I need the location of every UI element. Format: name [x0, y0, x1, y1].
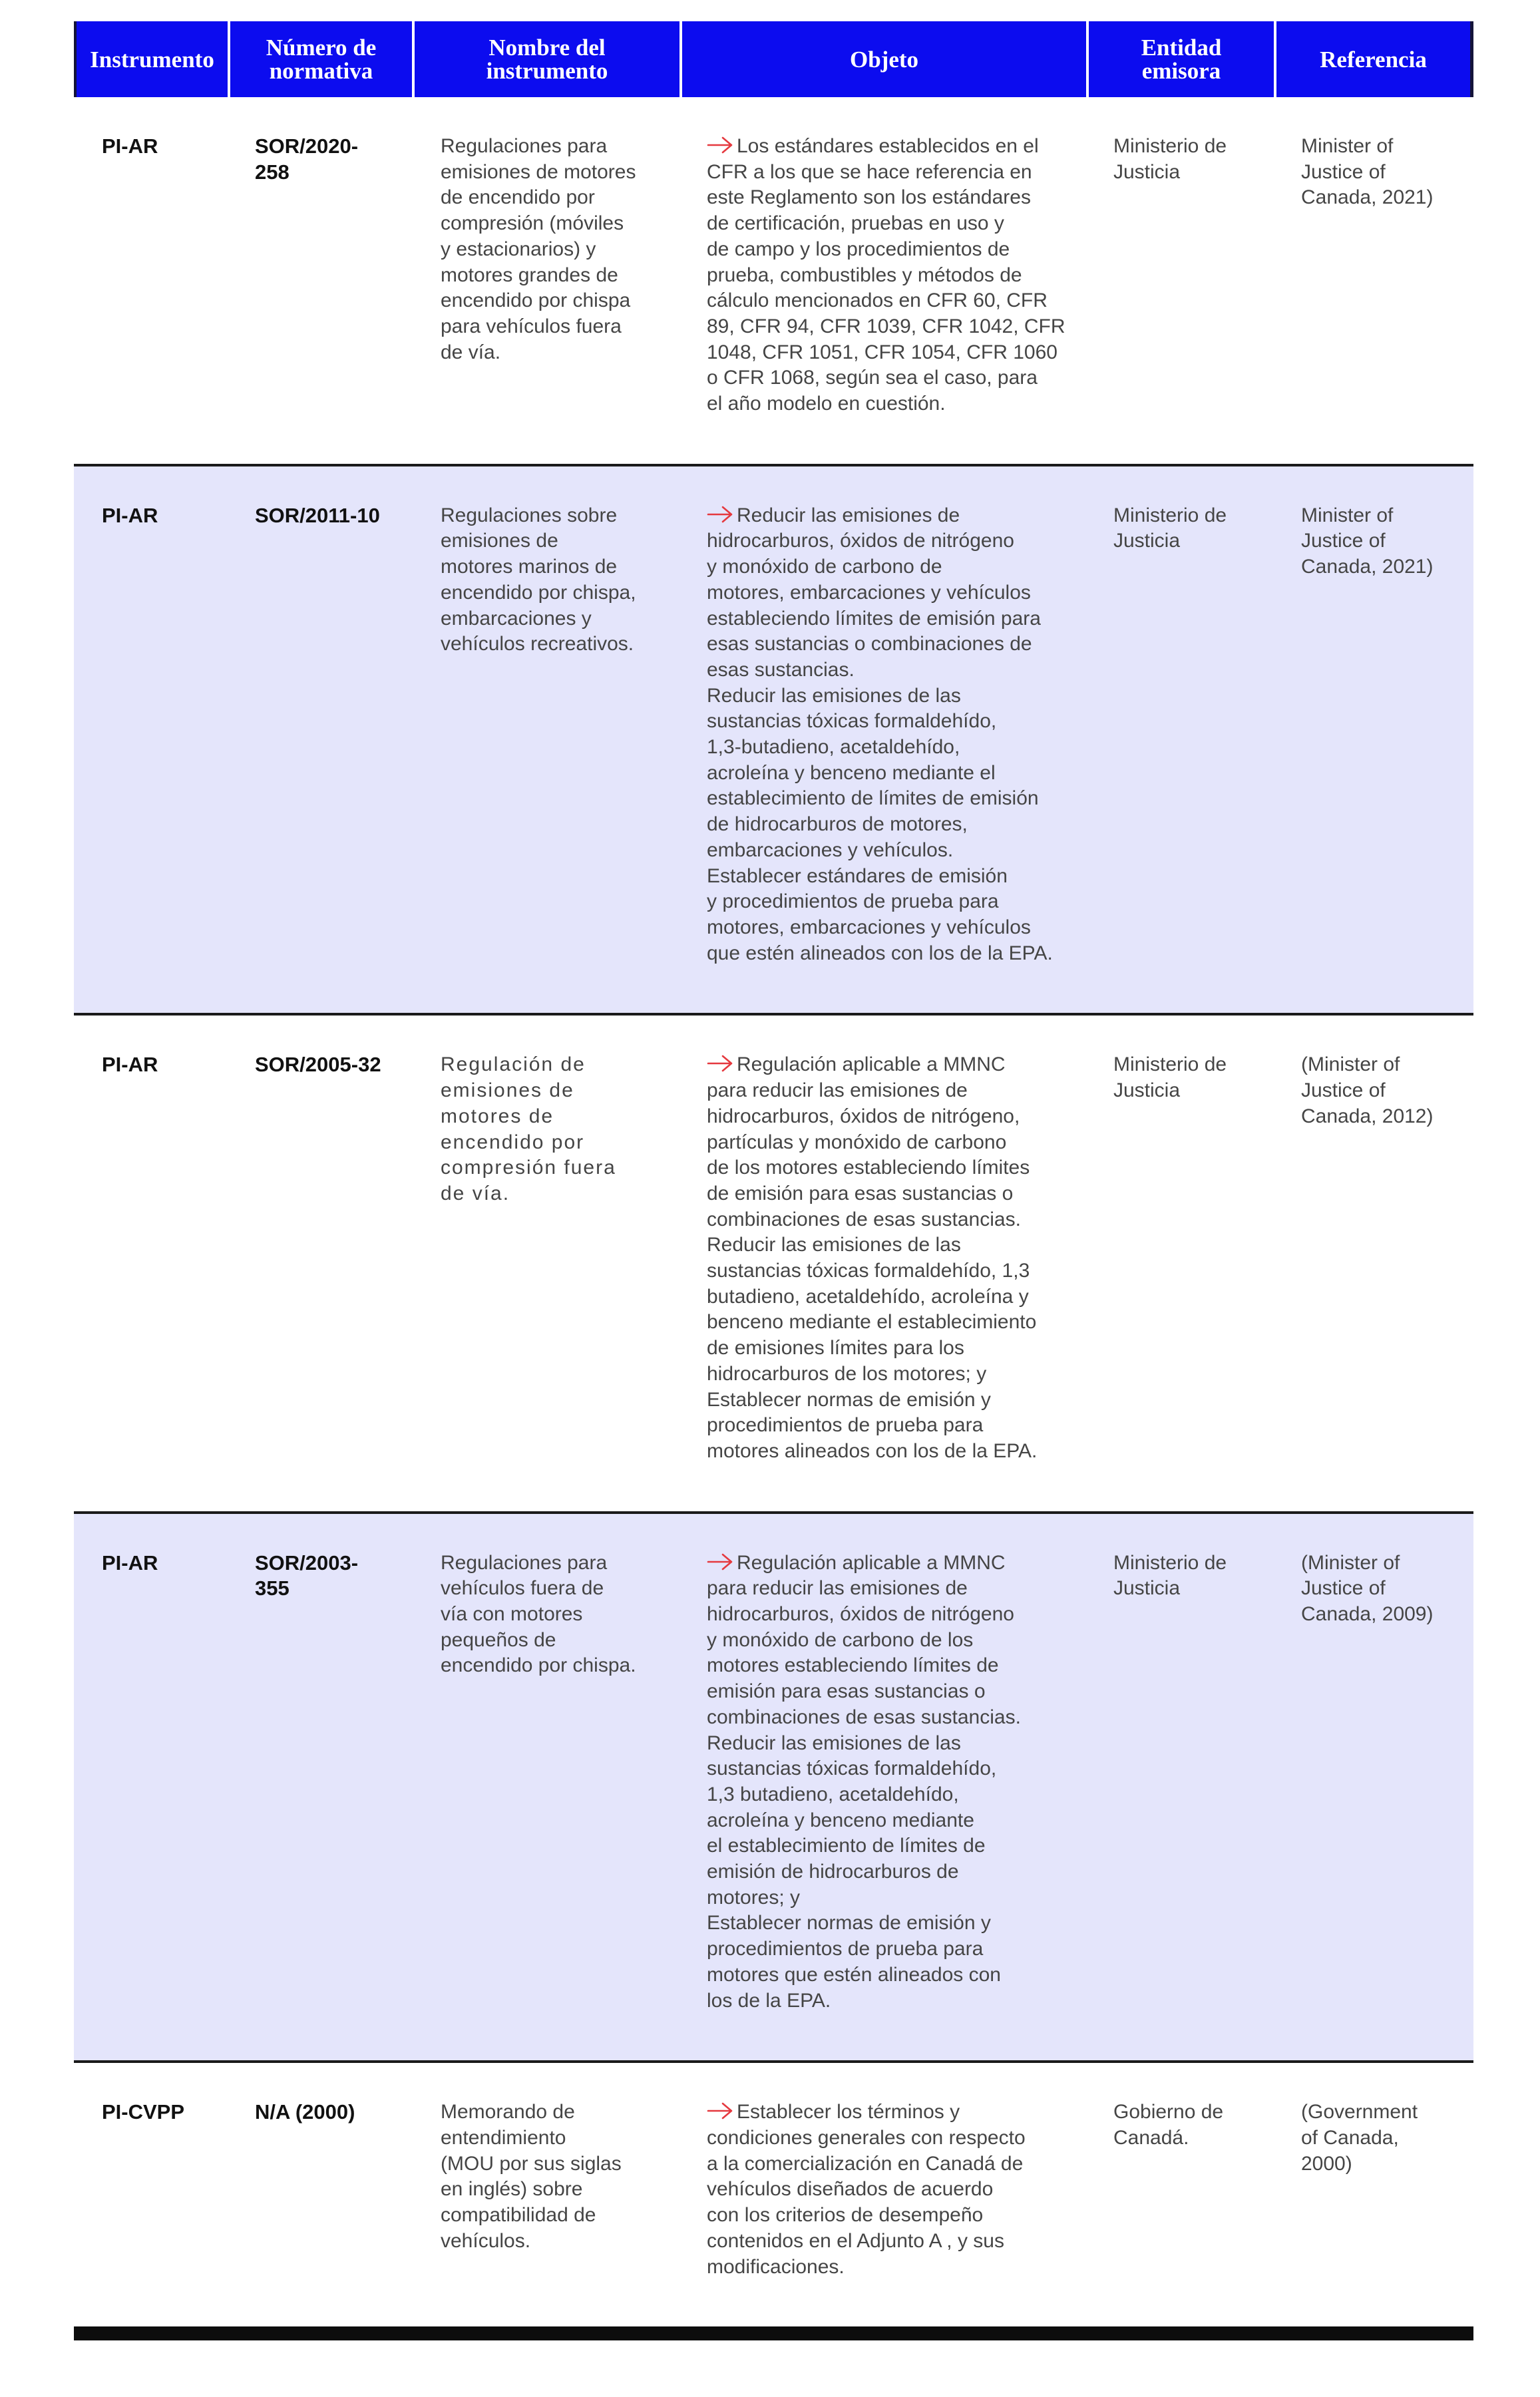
entidad-emisora-cell: Ministerio de Justicia: [1113, 135, 1227, 183]
arrow-right-icon: [707, 505, 733, 524]
objeto-text: Regulación aplicable a MMNC para reducir las emisiones de hidrocarburos, óxidos de nitrógeno y monóxido de carbono de los motores estableciendo límites de emisión para esas sustancias o combinaciones de esas sustancias. Reducir las emisiones de las sustancias tóxicas formaldehído, 1,3 butadieno, acetaldehído, acroleína y benceno mediante el establecimiento de límites de emisión de hidrocarburos de motores; y Establecer normas de emisión y procedimientos de prueba para motores que estén alineados con los de la EPA.: [707, 1551, 1021, 2012]
instrumento-cell: PI-AR: [102, 1053, 158, 1077]
nombre-instrumento-cell: Regulación de emisiones de motores de encendido por compresión fuera de vía.: [441, 1053, 616, 1204]
header-numero-normativa: Número de normativa: [230, 21, 412, 97]
objeto-text: Establecer los términos y condiciones generales con respecto a la comercialización en Canadá de vehículos diseñados de acuerdo con los criterios de desempeño contenidos en el Adjunto A , y sus modificaciones.: [707, 2101, 1026, 2278]
instrumento-cell: PI-CVPP: [102, 2100, 185, 2124]
objeto-cell: [682, 1052, 1086, 1464]
nombre-instrumento-cell: Memorando de entendimiento (MOU por sus siglas en inglés) sobre compatibilidad de vehículos.: [441, 2101, 622, 2252]
nombre-instrumento-cell: Regulaciones para emisiones de motores de encendido por compresión (móviles y estacionarios) y motores grandes de encendido por chispa para vehículos fuera de vía.: [441, 135, 636, 363]
objeto-text: Reducir las emisiones de hidrocarburos, óxidos de nitrógeno y monóxido de carbono de motores, embarcaciones y vehículos estableciendo límites de emisión para esas sustancias o combinaciones de esas sustancias. Reducir las emisiones de las sustancias tóxicas formaldehído, 1,3-butadieno, acetaldehído, acroleína y benceno mediante el establecimiento de límites de emisión de hidrocarburos de motores, embarcaciones y vehículos. Establecer estándares de emisión y procedimientos de prueba para motores, embarcaciones y vehículos que estén alineados con los de la EPA.: [707, 504, 1053, 964]
arrow-right-icon: [707, 2102, 733, 2120]
referencia-cell: Minister of Justice of Canada, 2021): [1301, 504, 1434, 578]
objeto-cell: [682, 503, 1086, 967]
table-bottom-border: [74, 2326, 1473, 2340]
regulations-table: [74, 21, 1473, 2340]
nombre-instrumento-cell: Regulaciones para vehículos fuera de vía con motores pequeños de encendido por chispa.: [441, 1551, 636, 1677]
numero-normativa-cell: SOR/2005-32: [255, 1053, 381, 1077]
entidad-emisora-cell: Ministerio de Justicia: [1113, 504, 1227, 552]
entidad-emisora-cell: Ministerio de Justicia: [1113, 1551, 1227, 1600]
objeto-cell: [682, 2100, 1086, 2280]
table-row: [74, 466, 1473, 1016]
header-nombre-instrumento: Nombre del instrumento: [415, 21, 679, 97]
entidad-emisora-cell: Gobierno de Canadá.: [1113, 2101, 1224, 2149]
numero-normativa-cell: SOR/2011-10: [255, 503, 380, 527]
arrow-right-icon: [707, 1553, 733, 1571]
referencia-cell: (Minister of Justice of Canada, 2012): [1301, 1053, 1434, 1127]
numero-normativa-cell: SOR/2003- 355: [255, 1551, 359, 1600]
table-row: [74, 2063, 1473, 2326]
numero-normativa-cell: N/A (2000): [255, 2100, 355, 2124]
referencia-cell: (Government of Canada, 2000): [1301, 2101, 1418, 2175]
header-instrumento: Instrumento: [74, 21, 228, 97]
header-objeto: Objeto: [682, 21, 1086, 97]
instrumento-cell: PI-AR: [102, 503, 158, 527]
objeto-text: Regulación aplicable a MMNC para reducir las emisiones de hidrocarburos, óxidos de nitrógeno, partículas y monóxido de carbono de los motores estableciendo límites de emisión para esas sustancias o combinaciones de esas sustancias. Reducir las emisiones de las sustancias tóxicas formaldehído, 1,3 butadieno, acetaldehído, acroleína y benceno mediante el establecimiento de emisiones límites para los hidrocarburos de los motores; y Establecer normas de emisión y procedimientos de prueba para motores alineados con los de la EPA.: [707, 1053, 1038, 1462]
instrumento-cell: PI-AR: [102, 1551, 158, 1574]
table-row: [74, 97, 1473, 466]
header-entidad-emisora: Entidad emisora: [1089, 21, 1274, 97]
entidad-emisora-cell: Ministerio de Justicia: [1113, 1053, 1227, 1102]
referencia-cell: Minister of Justice of Canada, 2021): [1301, 135, 1434, 209]
referencia-cell: (Minister of Justice of Canada, 2009): [1301, 1551, 1434, 1626]
nombre-instrumento-cell: Regulaciones sobre emisiones de motores marinos de encendido por chispa, embarcaciones y vehículos recreativos.: [441, 504, 636, 655]
table-header: [74, 21, 1473, 97]
table-row: [74, 1514, 1473, 2064]
objeto-text: Los estándares establecidos en el CFR a los que se hace referencia en este Reglamento son los estándares de certificación, pruebas en uso y de campo y los procedimientos de prueba, combustibles y métodos de cálculo mencionados en CFR 60, CFR 89, CFR 94, CFR 1039, CFR 1042, CFR 1048, CFR 1051, CFR 1054, CFR 1060 o CFR 1068, según sea el caso, para el año modelo en cuestión.: [707, 135, 1065, 415]
objeto-cell: [682, 134, 1086, 417]
instrumento-cell: PI-AR: [102, 134, 158, 158]
table-row: [74, 1015, 1473, 1513]
arrow-right-icon: [707, 136, 733, 154]
header-referencia: Referencia: [1276, 21, 1473, 97]
arrow-right-icon: [707, 1054, 733, 1073]
numero-normativa-cell: SOR/2020- 258: [255, 134, 359, 184]
objeto-cell: [682, 1551, 1086, 2014]
